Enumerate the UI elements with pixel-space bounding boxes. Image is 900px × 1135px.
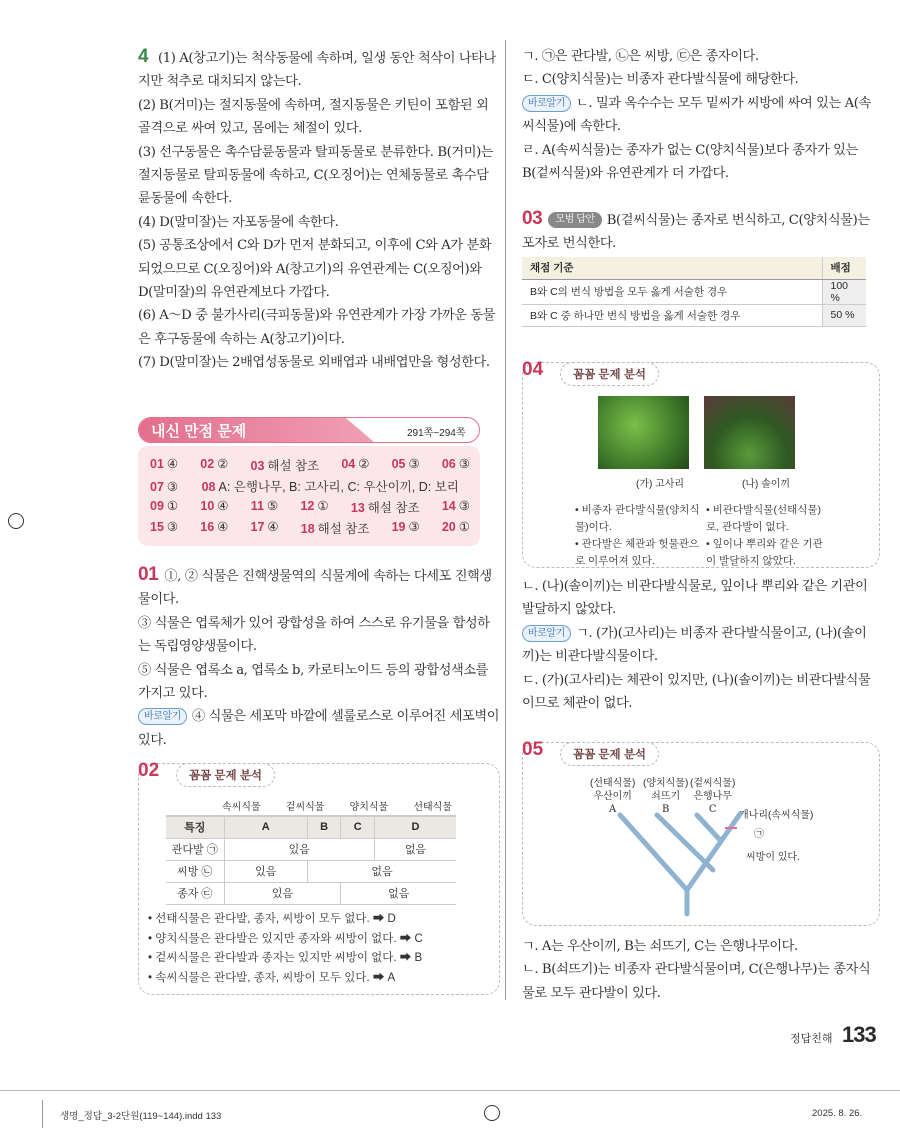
- answer-row: [150, 498, 470, 516]
- group-label: 양치식물: [349, 802, 389, 813]
- caption-fern: (가) 고사리: [636, 479, 685, 490]
- answer-item: 12 ①: [300, 499, 329, 513]
- text: ㄱ. ㉠은 관다발, ㉡은 씨방, ㉢은 종자이다.: [522, 49, 759, 64]
- question-number: 04: [522, 359, 544, 380]
- q04-explanation: [522, 575, 882, 715]
- text: ㄱ. (가)(고사리)는 비종자 관다발식물이고, (나)(솔이끼)는 비관다발식물이다.: [522, 625, 867, 665]
- text: ⑤ 식물은 엽록소 a, 엽록소 b, 카로티노이드 등의 광합성색소를 가지고 있다.: [138, 662, 489, 702]
- marker-label: ㉠: [754, 829, 764, 840]
- table-row: B와 C의 번식 방법을 모두 옳게 서술한 경우 100 %: [522, 279, 866, 304]
- text: ㄹ. A(속씨식물)는 종자가 없는 C(양치식물)보다 종자가 있는 B(겉씨식물)와 유연관계가 더 가깝다.: [522, 142, 858, 182]
- answer-item: 04 ②: [341, 457, 370, 471]
- text: ㄴ. (나)(솔이끼)는 비관다발식물로, 잎이나 뿌리와 같은 기관이 발달하지 않았다.: [522, 579, 868, 618]
- q4-answer: [138, 45, 500, 375]
- q4-line: (4) D(말미잘)는 자포동물에 속한다.: [138, 214, 339, 230]
- answer-row: [150, 456, 470, 474]
- table-row: 씨방 ㉡ 있음 없음: [166, 860, 456, 882]
- taxon-a: (선태식물) 우산이끼 A: [590, 778, 636, 815]
- text: ㄱ. A는 우산이끼, B는 쇠뜨기, C는 은행나무이다.: [522, 939, 798, 954]
- table-header: A: [224, 816, 307, 838]
- question-number: 03: [522, 208, 543, 229]
- group-label: 속씨식물: [222, 802, 261, 813]
- answer-item: 01 ④: [150, 457, 179, 471]
- bullet: • 선태식물은 관다발, 종자, 씨방이 모두 없다. ➡ D: [148, 913, 396, 925]
- crop-mark: [42, 1100, 43, 1128]
- answer-row: [150, 519, 470, 537]
- grading-table: [522, 257, 866, 327]
- question-number: 05: [522, 739, 544, 760]
- table-header: 배점: [822, 257, 866, 279]
- answer-item: 16 ④: [200, 520, 229, 534]
- table-row: 종자 ㉢ 있음 없음: [166, 882, 456, 904]
- table-row: 관다발 ㉠ 있음 없음: [166, 838, 456, 860]
- answer-item: 06 ③: [441, 457, 470, 471]
- q02-table: [166, 815, 456, 905]
- text: ㄷ. (가)(고사리)는 체관이 있지만, (나)(솔이끼)는 비관다발식물이므로 체관이 없다.: [522, 672, 871, 712]
- q4-line: (1) A(창고기)는 척삭동물에 속하며, 일생 동안 척삭이 나타나지만 척추로 대치되지 않는다.: [138, 51, 496, 90]
- answer-item: 14 ③: [441, 499, 470, 513]
- q03-answer: [522, 207, 882, 256]
- bullet: • 양치식물은 관다발은 있지만 종자와 씨방이 없다. ➡ C: [148, 932, 423, 945]
- column-divider: [505, 40, 506, 1000]
- registration-mark-icon: [8, 513, 24, 529]
- page-range: 291쪽~294쪽: [407, 428, 466, 439]
- table-header: 특징: [166, 816, 224, 838]
- section-title: 내신 만점 문제: [151, 423, 247, 440]
- answer-row: [150, 477, 470, 495]
- answer-item: 02 ②: [200, 457, 229, 471]
- answer-item: 10 ④: [200, 499, 229, 513]
- caption-moss: (나) 솔이끼: [742, 479, 791, 490]
- analysis-label: 꼼꼼 문제 분석: [560, 742, 659, 766]
- group-label: 선태식물: [413, 802, 452, 813]
- group-labels: [222, 798, 452, 813]
- page-number: 133: [842, 1022, 876, 1047]
- answer-item: 19 ③: [391, 520, 420, 534]
- print-date: 2025. 8. 26.: [812, 1108, 863, 1119]
- text: ④ 식물은 세포막 바깥에 셀룰로스로 이루어진 세포벽이 있다.: [138, 709, 500, 748]
- text: ㄴ. B(쇠뜨기)는 비종자 관다발식물이며, C(은행나무)는 종자식물로 모두 관다발이 있다.: [522, 962, 871, 1001]
- q01-explanation: [138, 563, 500, 752]
- analysis-label: 꼼꼼 문제 분석: [176, 763, 275, 787]
- text: ㄴ. 밀과 옥수수는 모두 밑씨가 씨방에 싸여 있는 A(속씨식물)에 속한다.: [522, 95, 871, 135]
- table-header: B: [307, 816, 341, 838]
- model-answer-badge: 모범 답안: [548, 212, 601, 228]
- answer-item: 08 A: 은행나무, B: 고사리, C: 우산이끼, D: 보리: [201, 480, 459, 494]
- analysis-label: 꼼꼼 문제 분석: [560, 362, 659, 386]
- section-header: [138, 417, 480, 443]
- table-header: D: [374, 816, 456, 838]
- q05-explanation: [522, 935, 882, 1005]
- q02-explanation: [522, 45, 882, 185]
- fern-photo: [598, 396, 689, 469]
- group-label: 겉씨식물: [285, 802, 325, 813]
- answer-item: 18 해설 참조: [300, 522, 370, 536]
- phylogenetic-tree: [600, 810, 760, 920]
- text: ㄷ. C(양치식물)는 비종자 관다발식물에 해당한다.: [522, 72, 799, 88]
- question-number: 02: [138, 760, 160, 781]
- taxon-d: 개나리(속씨식물): [739, 810, 814, 821]
- bullet: • 속씨식물은 관다발, 종자, 씨방이 모두 있다. ➡ A: [148, 971, 396, 984]
- table-header: C: [341, 816, 375, 838]
- q4-line: (7) D(말미잘)는 2배엽성동물로 외배엽과 내배엽만을 형성한다.: [138, 355, 490, 371]
- table-row: B와 C 중 하나만 번식 방법을 옳게 서술한 경우 50 %: [522, 304, 866, 326]
- answer-key-box: [138, 446, 480, 546]
- answer-item: 15 ③: [150, 520, 179, 534]
- moss-notes: • 비관다발식물(선태식물)로, 관다발이 없다. • 잎이나 뿌리와 같은 기관이 발달하지 않았다.: [706, 504, 823, 567]
- answer-item: 11 ⑤: [250, 499, 279, 513]
- taxon-c: (겉씨식물) 은행나무 C: [690, 778, 736, 815]
- answer-item: 09 ①: [150, 499, 179, 513]
- q02-bullets: [148, 910, 423, 988]
- answer-item: 20 ①: [441, 520, 470, 534]
- answer-item: 17 ④: [250, 520, 279, 534]
- question-number: 01: [138, 564, 159, 585]
- q4-line: (6) A～D 중 불가사리(극피동물)와 유연관계가 가장 가까운 동물은 후구동물에 속하는 A(창고기)이다.: [138, 308, 496, 347]
- footer-rule: [0, 1090, 900, 1091]
- registration-mark-icon: [484, 1105, 500, 1121]
- marker-note: 씨방이 있다.: [746, 852, 800, 863]
- book-section: 정답친해: [790, 1033, 833, 1045]
- text: ③ 식물은 엽록체가 있어 광합성을 하여 스스로 유기물을 합성하는 독립영양생물이다.: [138, 615, 490, 655]
- text: B(겉씨식물)는 종자로 번식하고, C(양치식물)는 포자로 번식한다.: [522, 213, 870, 252]
- fern-notes: • 비종자 관다발식물(양치식물)이다. • 관다발은 체관과 헛물관으로 이루어져 있다.: [575, 504, 700, 567]
- correction-badge: 바로알기: [138, 708, 187, 725]
- table-header: 채점 기준: [522, 257, 822, 279]
- answer-item: 05 ③: [391, 457, 420, 471]
- bullet: • 겉씨식물은 관다발과 종자는 있지만 씨방이 없다. ➡ B: [148, 952, 423, 964]
- moss-photo: [704, 396, 795, 469]
- file-name: 생명_정답_3-2단원(119~144).indd 133: [60, 1111, 222, 1122]
- taxon-b: (양치식물) 쇠뜨기 B: [643, 778, 689, 815]
- question-number: 4: [138, 46, 149, 67]
- text: ①, ② 식물은 진핵생물역의 식물계에 속하는 다세포 진핵생물이다.: [138, 569, 492, 608]
- q4-line: (5) 공통조상에서 C와 D가 먼저 분화되고, 이후에 C와 A가 분화되었으므로 C(오징어)와 A(창고기)의 유연관계는 C(오징어)와 D(말미잘)의 유연관계보다 가깝다.: [138, 238, 492, 301]
- correction-badge: 바로알기: [522, 95, 571, 112]
- answer-item: 03 해설 참조: [250, 459, 320, 473]
- q4-line: (2) B(거미)는 절지동물에 속하며, 절지동물은 키틴이 포함된 외골격으로 싸여 있고, 몸에는 체절이 있다.: [138, 97, 489, 137]
- correction-badge: 바로알기: [522, 625, 571, 642]
- q4-line: (3) 선구동물은 촉수담륜동물과 탈피동물로 분류한다. B(거미)는 절지동물로 탈피동물에 속하고, C(오징어)는 연체동물로 촉수담륜동물에 속한다.: [138, 144, 494, 207]
- answer-item: 07 ③: [150, 480, 179, 494]
- answer-item: 13 해설 참조: [350, 501, 420, 515]
